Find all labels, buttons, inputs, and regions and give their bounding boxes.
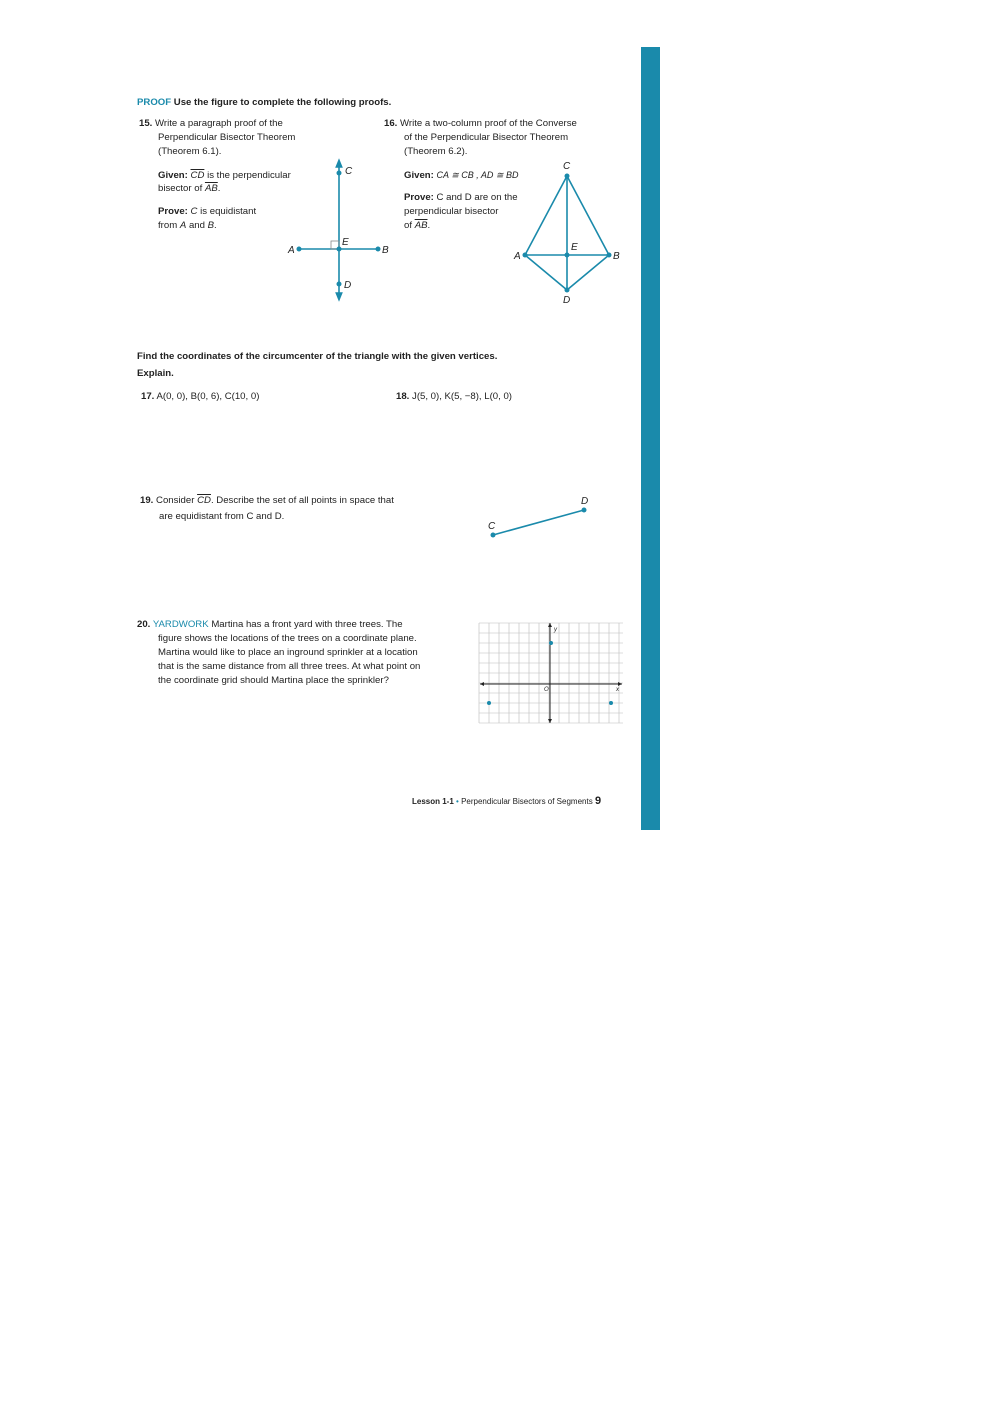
q16-given-text: CA ≅ CB , AD ≅ BD [436, 170, 519, 180]
q18 [396, 390, 512, 404]
q20-coordinate-grid [476, 620, 626, 726]
label-c: C [488, 521, 496, 532]
q20-line1-text: Martina has a front yard with three trees. The [211, 619, 403, 630]
q15-number: 15. [139, 118, 153, 129]
point-a [523, 253, 528, 258]
q20-number: 20. [137, 619, 151, 630]
q20-line4: that is the same distance from all three trees. At what point on [158, 661, 421, 672]
q20-line5: the coordinate grid should Martina place the sprinkler? [158, 675, 389, 686]
x-axis-arrow-left [480, 682, 484, 686]
tree-point-2 [487, 701, 491, 705]
page-footer [412, 794, 601, 809]
q16-prove-label: Prove: [404, 192, 434, 203]
point-d [337, 282, 342, 287]
proof-label: PROOF [137, 97, 172, 108]
q15-prove-text2: from [158, 220, 178, 231]
q19-text1b: . Describe the set of all points in space that [210, 495, 394, 506]
y-axis-arrow-down [548, 719, 552, 723]
q15-prove-and: and [188, 220, 205, 231]
label-d: D [581, 496, 589, 507]
point-c [337, 171, 342, 176]
q19-text1a: Consider [156, 495, 195, 506]
footer-title: Perpendicular Bisectors of Segments [461, 797, 593, 806]
q16-line1 [384, 117, 577, 131]
q15-prove-2: from A and B. [158, 220, 217, 231]
q16-line3: (Theorem 6.2). [404, 146, 468, 157]
q15-given-seg2: $\overline{AB}$ [204, 183, 218, 194]
label-a: A [514, 251, 521, 262]
x-axis-arrow-right [618, 682, 622, 686]
q18-number: 18. [396, 391, 410, 402]
q15-line1-text: Write a paragraph proof of the [155, 118, 283, 129]
q15-line3: (Theorem 6.1). [158, 146, 222, 157]
segment-ca [525, 176, 567, 255]
q16-prove-text1: C and D are on the [436, 192, 518, 203]
q20-line1 [137, 618, 403, 632]
q20-label: YARDWORK [152, 619, 209, 630]
page-edge-band [641, 47, 660, 830]
label-b: B [382, 245, 389, 256]
q15-prove-b: B [207, 220, 215, 231]
proof-heading [137, 96, 391, 110]
q15-given-2: bisector of $\overline{AB}$. [158, 183, 221, 194]
segment-ad [525, 255, 567, 290]
point-d [582, 508, 587, 513]
q15-given [158, 169, 291, 183]
q19-seg: $\overline{CD}$ [197, 495, 211, 506]
label-a: A [288, 245, 295, 256]
y-axis-arrow-up [548, 623, 552, 627]
label-d: D [344, 280, 352, 291]
q19-line2: are equidistant from C and D. [159, 511, 285, 522]
q15-given-seg: $\overline{CD}$ [190, 170, 205, 181]
point-b [607, 253, 612, 258]
circumcenter-instruction-1: Find the coordinates of the circumcenter of the triangle with the given vertices. [137, 351, 498, 362]
point-a [297, 247, 302, 252]
q16-prove-2: perpendicular bisector [404, 206, 499, 217]
q15-figure [280, 155, 400, 305]
q16-line2: of the Perpendicular Bisector Theorem [404, 132, 569, 143]
label-c: C [563, 161, 571, 172]
q16-given-label: Given: [404, 170, 434, 181]
tree-point-1 [549, 641, 553, 645]
point-c [565, 174, 570, 179]
page-number: 9 [594, 795, 602, 807]
q15-given-text2: bisector of [158, 183, 203, 194]
q16-number: 16. [384, 118, 398, 129]
segment-cd [493, 510, 584, 535]
origin-label: O [544, 687, 549, 693]
segment-bd [567, 255, 609, 290]
q16-prove-3: of $\overline{AB}$. [404, 220, 431, 231]
q15-prove-text1: is equidistant [200, 206, 257, 217]
q19-line1 [140, 494, 394, 508]
label-d: D [563, 295, 571, 306]
q19-number: 19. [140, 495, 154, 506]
label-e: E [571, 242, 578, 253]
q15-line2: Perpendicular Bisector Theorem [158, 132, 296, 143]
circumcenter-instruction-2: Explain. [137, 368, 174, 379]
tree-point-3 [609, 701, 613, 705]
q15-given-label: Given: [158, 170, 188, 181]
point-e [565, 253, 570, 258]
q15-prove-a: A [179, 220, 187, 231]
q20-line3: Martina would like to place an inground sprinkler at a location [158, 647, 418, 658]
footer-bullet: • [456, 797, 459, 806]
label-b: B [613, 251, 620, 262]
point-e [337, 247, 342, 252]
q16-line1-text: Write a two-column proof of the Converse [400, 118, 577, 129]
q17 [141, 390, 259, 404]
q16-figure [505, 155, 630, 310]
point-d [565, 288, 570, 293]
q17-number: 17. [141, 391, 155, 402]
q18-text: J(5, 0), K(5, −8), L(0, 0) [412, 391, 512, 402]
q15-given-text1: is the perpendicular [207, 170, 291, 181]
y-axis-label: y [554, 627, 557, 633]
q19-figure [480, 490, 600, 545]
q16-prove-seg: $\overline{AB}$ [414, 220, 428, 231]
q16-given [404, 168, 518, 183]
point-b [376, 247, 381, 252]
q15-prove-label: Prove: [158, 206, 188, 217]
q16-prove-text3: of [404, 220, 413, 231]
proof-instruction: Use the figure to complete the following proofs. [173, 97, 392, 108]
q15-line1 [139, 117, 283, 131]
label-e: E [342, 237, 349, 248]
label-c: C [345, 166, 353, 177]
q20-line2: figure shows the locations of the trees on a coordinate plane. [158, 633, 417, 644]
q15-prove [158, 205, 256, 219]
x-axis-label: x [616, 687, 619, 693]
q16-prove [404, 191, 518, 205]
q17-text: A(0, 0), B(0, 6), C(10, 0) [156, 391, 260, 402]
footer-lesson: Lesson 1-1 [412, 797, 454, 806]
point-c [491, 533, 496, 538]
q15-prove-var: C [190, 206, 198, 217]
